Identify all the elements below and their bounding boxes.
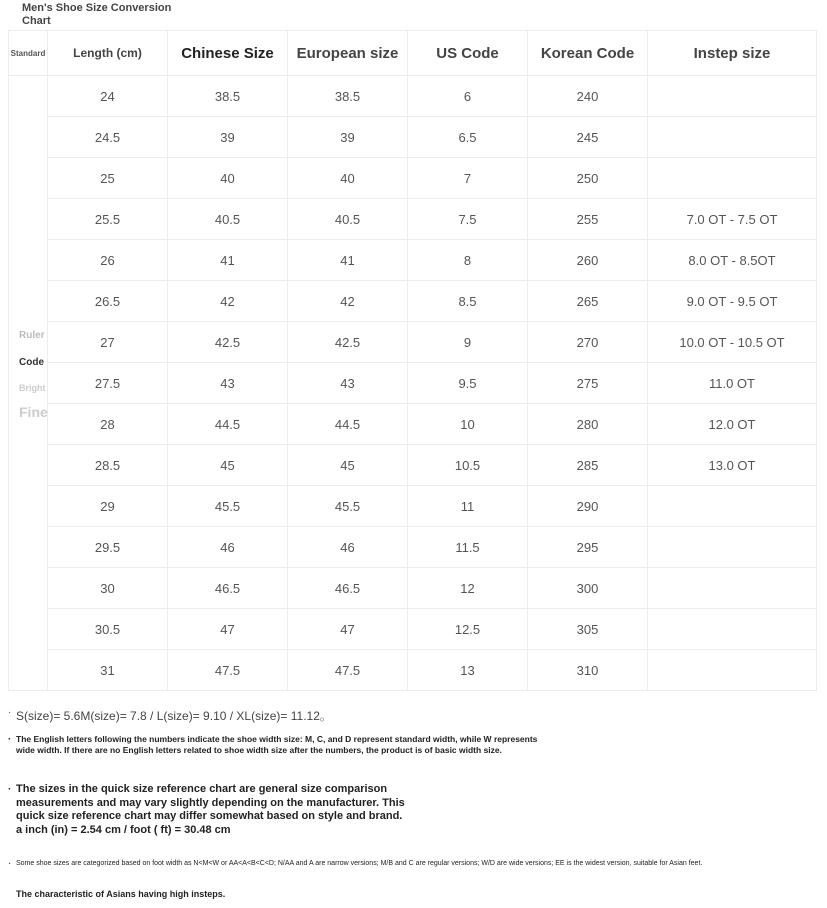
cell-chinese-size: 42.5 xyxy=(168,322,288,363)
side-label-ruler: Ruler xyxy=(19,330,45,341)
cell-chinese-size: 40.5 xyxy=(168,199,288,240)
cell-instep-size: 9.0 OT - 9.5 OT xyxy=(648,281,817,322)
cell-european-size: 40.5 xyxy=(288,199,408,240)
table-row xyxy=(9,363,817,404)
cell-us-code: 8.5 xyxy=(408,281,528,322)
table-row xyxy=(9,322,817,363)
cell-korean-code: 265 xyxy=(528,281,648,322)
side-label-code: Code xyxy=(19,357,44,368)
cell-instep-size: 8.0 OT - 8.5OT xyxy=(648,240,817,281)
table-row xyxy=(9,445,817,486)
cell-korean-code: 270 xyxy=(528,322,648,363)
note-insteps-text: The characteristic of Asians having high insteps. xyxy=(16,889,226,899)
cell-length: 28 xyxy=(48,404,168,445)
cell-chinese-size: 43 xyxy=(168,363,288,404)
cell-korean-code: 255 xyxy=(528,199,648,240)
cell-chinese-size: 46.5 xyxy=(168,568,288,609)
cell-korean-code: 240 xyxy=(528,76,648,117)
cell-european-size: 45.5 xyxy=(288,486,408,527)
cell-european-size: 40 xyxy=(288,158,408,199)
header-instep-size: Instep size xyxy=(648,31,817,76)
cell-instep-size: 10.0 OT - 10.5 OT xyxy=(648,322,817,363)
cell-us-code: 6.5 xyxy=(408,117,528,158)
cell-length: 27 xyxy=(48,322,168,363)
bullet: · xyxy=(8,858,12,869)
table-row xyxy=(9,527,817,568)
header-row xyxy=(9,31,817,76)
cell-european-size: 43 xyxy=(288,363,408,404)
note-sizes xyxy=(8,707,332,724)
cell-chinese-size: 44.5 xyxy=(168,404,288,445)
header-us-code: US Code xyxy=(408,31,528,76)
cell-instep-size xyxy=(648,158,817,199)
table-row xyxy=(9,240,817,281)
cell-us-code: 8 xyxy=(408,240,528,281)
cell-us-code: 9 xyxy=(408,322,528,363)
header-european-size: European size xyxy=(288,31,408,76)
cell-korean-code: 305 xyxy=(528,609,648,650)
cell-instep-size xyxy=(648,527,817,568)
table-row xyxy=(9,76,817,117)
page-title: Men's Shoe Size Conversion Chart xyxy=(22,2,172,27)
table-body xyxy=(9,76,817,691)
cell-length: 24 xyxy=(48,76,168,117)
side-label-fine: Fine xyxy=(19,404,48,420)
note-width-letters xyxy=(8,734,548,756)
cell-chinese-size: 38.5 xyxy=(168,76,288,117)
cell-chinese-size: 46 xyxy=(168,527,288,568)
cell-chinese-size: 40 xyxy=(168,158,288,199)
cell-length: 31 xyxy=(48,650,168,691)
cell-length: 25 xyxy=(48,158,168,199)
cell-european-size: 39 xyxy=(288,117,408,158)
header-standard: Standard xyxy=(9,31,48,76)
side-label-bright: Bright xyxy=(19,383,46,393)
cell-korean-code: 245 xyxy=(528,117,648,158)
note-categories xyxy=(8,859,820,869)
cell-chinese-size: 39 xyxy=(168,117,288,158)
cell-european-size: 41 xyxy=(288,240,408,281)
cell-korean-code: 260 xyxy=(528,240,648,281)
cell-us-code: 11 xyxy=(408,486,528,527)
cell-korean-code: 290 xyxy=(528,486,648,527)
cell-chinese-size: 47 xyxy=(168,609,288,650)
cell-us-code: 10 xyxy=(408,404,528,445)
cell-korean-code: 275 xyxy=(528,363,648,404)
size-chart-table xyxy=(8,30,817,691)
cell-instep-size xyxy=(648,76,817,117)
cell-chinese-size: 41 xyxy=(168,240,288,281)
cell-european-size: 45 xyxy=(288,445,408,486)
cell-chinese-size: 45 xyxy=(168,445,288,486)
header-length: Length (cm) xyxy=(48,31,168,76)
table-row xyxy=(9,158,817,199)
cell-instep-size xyxy=(648,486,817,527)
cell-instep-size: 7.0 OT - 7.5 OT xyxy=(648,199,817,240)
bullet: · xyxy=(8,734,12,745)
cell-length: 29.5 xyxy=(48,527,168,568)
note-insteps xyxy=(8,889,225,899)
cell-european-size: 47 xyxy=(288,609,408,650)
note-general-text: The sizes in the quick size reference chart are general size comparison measurements and may vary slightly depending on the manufacturer. This quick size reference chart may differ somewhat based on style and brand. a inch (in) = 2.54 cm / foot ( ft) = 30.48 cm xyxy=(16,783,405,836)
cell-european-size: 38.5 xyxy=(288,76,408,117)
cell-length: 26.5 xyxy=(48,281,168,322)
cell-us-code: 9.5 xyxy=(408,363,528,404)
cell-us-code: 7.5 xyxy=(408,199,528,240)
header-chinese-size: Chinese Size xyxy=(168,31,288,76)
cell-korean-code: 300 xyxy=(528,568,648,609)
cell-us-code: 10.5 xyxy=(408,445,528,486)
cell-instep-size xyxy=(648,650,817,691)
cell-european-size: 42.5 xyxy=(288,322,408,363)
cell-european-size: 46 xyxy=(288,527,408,568)
cell-chinese-size: 47.5 xyxy=(168,650,288,691)
cell-instep-size xyxy=(648,568,817,609)
cell-european-size: 47.5 xyxy=(288,650,408,691)
cell-chinese-size: 42 xyxy=(168,281,288,322)
cell-us-code: 6 xyxy=(408,76,528,117)
cell-instep-size xyxy=(648,609,817,650)
table-row xyxy=(9,568,817,609)
cell-european-size: 42 xyxy=(288,281,408,322)
cell-european-size: 46.5 xyxy=(288,568,408,609)
table-row xyxy=(9,486,817,527)
standard-column xyxy=(9,76,48,691)
cell-korean-code: 280 xyxy=(528,404,648,445)
note-sizes-text: S(size)= 5.6M(size)= 7.8 / L(size)= 9.10 / XL(size)= 11.12。 xyxy=(16,709,332,723)
note-general xyxy=(8,783,408,837)
cell-instep-size: 12.0 OT xyxy=(648,404,817,445)
cell-korean-code: 250 xyxy=(528,158,648,199)
cell-us-code: 13 xyxy=(408,650,528,691)
table-row xyxy=(9,609,817,650)
cell-instep-size: 11.0 OT xyxy=(648,363,817,404)
header-korean-code: Korean Code xyxy=(528,31,648,76)
bullet: · xyxy=(8,707,12,718)
note-categories-text: Some shoe sizes are categorized based on foot width as N<M<W or AA<A<B<C<D; N/AA and A are narrow versions; M/B and C are regular versions; W/D are wide versions; EE is the widest version, suitable for Asian feet. xyxy=(16,860,703,867)
cell-length: 24.5 xyxy=(48,117,168,158)
cell-chinese-size: 45.5 xyxy=(168,486,288,527)
cell-european-size: 44.5 xyxy=(288,404,408,445)
cell-korean-code: 295 xyxy=(528,527,648,568)
table-row xyxy=(9,281,817,322)
table-row xyxy=(9,117,817,158)
cell-us-code: 11.5 xyxy=(408,527,528,568)
cell-length: 25.5 xyxy=(48,199,168,240)
cell-length: 27.5 xyxy=(48,363,168,404)
cell-korean-code: 310 xyxy=(528,650,648,691)
note-width-letters-text: The English letters following the numbers indicate the shoe width size: M, C, and D represent standard width, while W represents wide width. If there are no English letters related to shoe width size after the numbers, the product is of basic width size. xyxy=(16,734,538,755)
cell-instep-size: 13.0 OT xyxy=(648,445,817,486)
cell-us-code: 12 xyxy=(408,568,528,609)
cell-us-code: 12.5 xyxy=(408,609,528,650)
cell-instep-size xyxy=(648,117,817,158)
table-row xyxy=(9,199,817,240)
cell-length: 30 xyxy=(48,568,168,609)
cell-length: 26 xyxy=(48,240,168,281)
cell-us-code: 7 xyxy=(408,158,528,199)
bullet: · xyxy=(8,784,12,795)
cell-korean-code: 285 xyxy=(528,445,648,486)
cell-length: 29 xyxy=(48,486,168,527)
table-row xyxy=(9,404,817,445)
cell-length: 28.5 xyxy=(48,445,168,486)
table-row xyxy=(9,650,817,691)
cell-length: 30.5 xyxy=(48,609,168,650)
